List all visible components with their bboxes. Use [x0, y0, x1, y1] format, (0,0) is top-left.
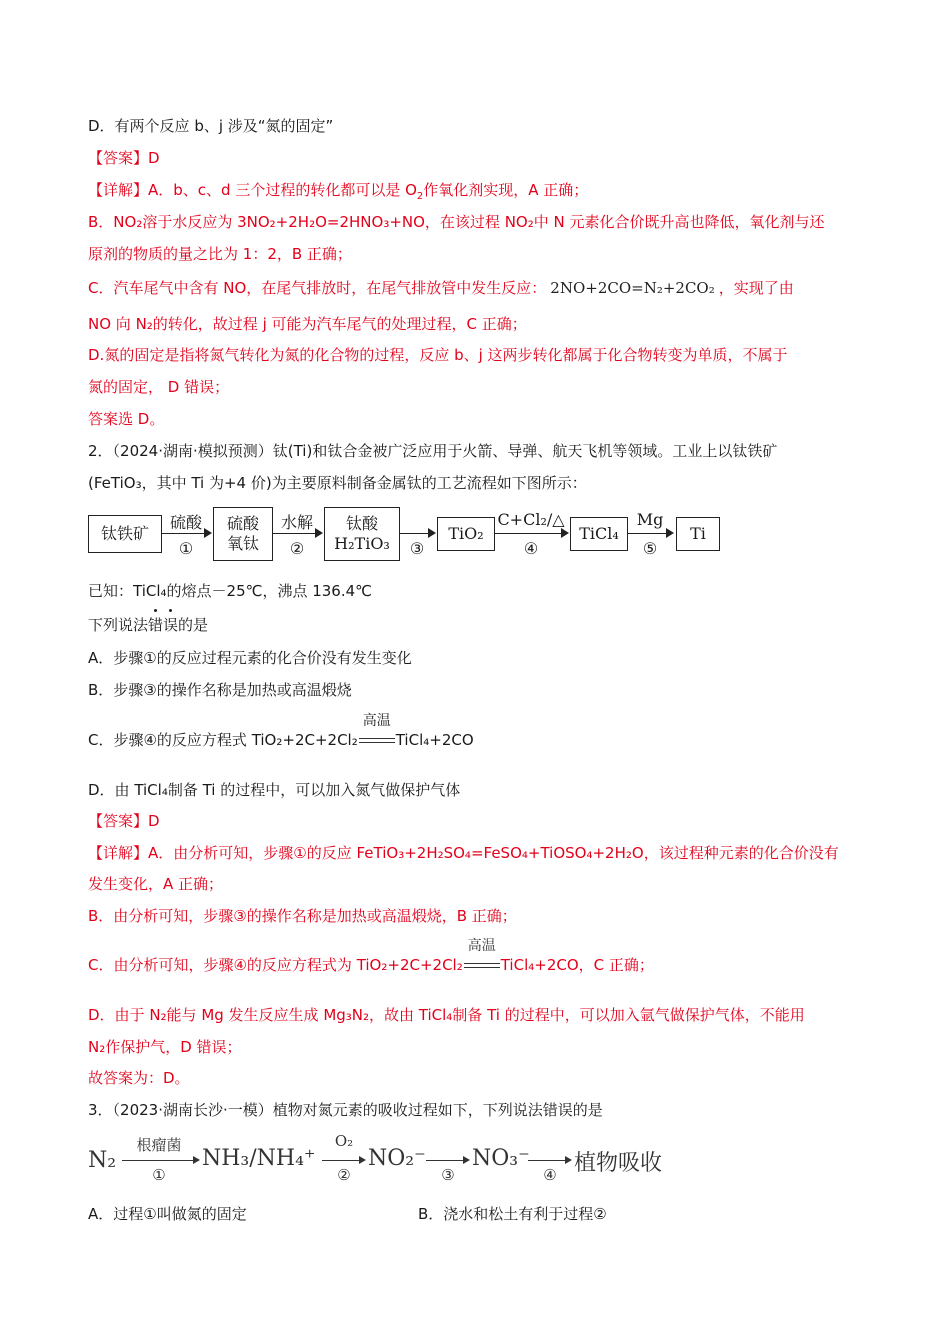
flow-arrow4-step: ④	[523, 539, 539, 558]
flow-a2-arrow	[322, 1160, 364, 1161]
flow-a4-step: ④	[543, 1166, 557, 1184]
reaction-condition: 高温	[358, 730, 396, 750]
flow-arrow-5	[628, 533, 672, 534]
flow-a2-label: O₂	[334, 1132, 354, 1150]
q1-detail-d-line1: D.氮的固定是指将氮气转化为氮的化合物的过程，反应 b、j 这两步转化都属于化合物转变为单质，不属于	[88, 346, 788, 364]
q1-equation: 2NO+2CO=N₂+2CO₂	[550, 279, 715, 297]
q1-answer: 【答案】D	[88, 149, 160, 167]
q2-detail-b: B．由分析可知，步骤③的操作名称是加热或高温煅烧，B 正确；	[88, 907, 517, 925]
flow-arrow3-step: ③	[409, 539, 425, 558]
flow-box-ticl4: TiCl₄	[570, 517, 628, 551]
q2-option-b: B．步骤③的操作名称是加热或高温煅烧	[88, 681, 352, 699]
q2-answer: 【答案】D	[88, 812, 160, 830]
q1-detail-b-line2: 原剂的物质的量之比为 1：2，B 正确；	[88, 245, 352, 263]
q2-conclusion: 故答案为：D。	[88, 1069, 190, 1087]
flow-a4-arrow	[528, 1160, 570, 1161]
flow-no2: NO₂⁻	[368, 1146, 426, 1171]
q1-conclusion: 答案选 D。	[88, 410, 165, 428]
flow-arrow1-label: 硫酸	[169, 513, 202, 532]
flow-nh3-nh4: NH₃/NH₄⁺	[202, 1146, 316, 1171]
q3-option-b: B．浇水和松土有利于过程②	[418, 1205, 607, 1223]
flow-no3: NO₃⁻	[472, 1146, 530, 1171]
flow-box-titanic-acid: 钛酸 H₂TiO₃	[324, 507, 400, 561]
flow-arrow-2	[273, 533, 321, 534]
flow-a1-label: 根瘤菌	[136, 1136, 182, 1154]
q2-option-d: D．由 TiCl₄制备 Ti 的过程中，可以加入氮气做保护气体	[88, 781, 461, 799]
flow-a3-arrow	[426, 1160, 468, 1161]
flow-arrow5-label: Mg	[636, 510, 664, 529]
q2-question: 下列说法 错 误的是	[88, 615, 208, 635]
q1-detail-c-line2: NO 向 N₂的转化，故过程 j 可能为汽车尾气的处理过程，C 正确；	[88, 315, 527, 333]
flow-a1-arrow	[122, 1160, 198, 1161]
q2-detail-d-line2: N₂作保护气，D 错误；	[88, 1038, 242, 1056]
flow-arrow4-label: C+Cl₂/△	[497, 510, 565, 529]
flow-a1-step: ①	[152, 1166, 166, 1184]
q2-detail-d-line1: D．由于 N₂能与 Mg 发生反应生成 Mg₃N₂，故由 TiCl₄制备 Ti 的过程中，可以加入氩气做保护气体，不能用	[88, 1006, 805, 1024]
q2-detail-a-line2: 发生变化，A 正确；	[88, 875, 224, 893]
q1-detail-d-line2: 氮的固定， D 错误；	[88, 378, 230, 396]
q2-detail-a-line1: 【详解】A．由分析可知，步骤①的反应 FeTiO₃+2H₂SO₄=FeSO₄+TiOSO₄+2H₂O，该过程种元素的化合价没有	[88, 844, 839, 862]
flow-box-ilmenite: 钛铁矿	[88, 515, 162, 553]
q2-stem-line2: (FeTiO₃，其中 Ti 为+4 价)为主要原料制备金属钛的工艺流程如下图所示：	[88, 474, 587, 492]
q1-detail-b-line1: B．NO₂溶于水反应为 3NO₂+2H₂O=2HNO₃+NO，在该过程 NO₂中 N 元素化合价既升高也降低，氧化剂与还	[88, 213, 825, 231]
flow-box-titanyl-sulfate: 硫酸 氧钛	[213, 507, 273, 561]
flow-arrow1-step: ①	[178, 539, 194, 558]
q1-option-d: D．有两个反应 b、j 涉及“氮的固定”	[88, 117, 334, 135]
q1-detail-c-line1: C．汽车尾气中含有 NO，在尾气排放时，在尾气排放管中发生反应： 2NO+2CO=N₂+2CO₂ ，实现了由	[88, 279, 794, 297]
flow-arrow2-label: 水解	[280, 513, 313, 532]
q1-detail-a: 【详解】A．b、c、d 三个过程的转化都可以是 $O_2$作氧化剂实现，A 正确；	[88, 181, 589, 202]
flow-a3-step: ③	[441, 1166, 455, 1184]
reaction-condition: 高温	[463, 955, 501, 975]
q2-stem-line1: 2．（2024·湖南·模拟预测）钛(Ti)和钛合金被广泛应用于火箭、导弹、航天飞机等领域。工业上以钛铁矿	[88, 442, 778, 460]
flow-arrow-3	[400, 533, 434, 534]
q3-stem: 3．（2023·湖南长沙·一模）植物对氮元素的吸收过程如下，下列说法错误的是	[88, 1101, 603, 1119]
flow-box-tio2: TiO₂	[437, 517, 495, 551]
q2-option-a: A．步骤①的反应过程元素的化合价没有发生变化	[88, 649, 412, 667]
flow-arrow5-step: ⑤	[642, 539, 658, 558]
flow-a2-step: ②	[337, 1166, 351, 1184]
flow-arrow-1	[162, 533, 210, 534]
q3-option-a: A．过程①叫做氮的固定	[88, 1205, 247, 1223]
q2-known: 已知：TiCl₄的熔点－25℃，沸点 136.4℃	[88, 582, 373, 600]
flow-arrow2-step: ②	[289, 539, 305, 558]
flow-box-ti: Ti	[676, 517, 720, 551]
q2-detail-c: C．由分析可知，步骤④的反应方程式为 TiO₂+2C+2Cl₂ 高温 TiCl₄+2CO，C 正确；	[88, 938, 654, 974]
flow-arrow-4	[495, 533, 567, 534]
flow-plant-absorb: 植物吸收	[574, 1151, 663, 1176]
flow-n2: N₂	[88, 1148, 117, 1173]
q2-option-c: C．步骤④的反应方程式 TiO₂+2C+2Cl₂ 高温 TiCl₄+2CO	[88, 713, 474, 749]
